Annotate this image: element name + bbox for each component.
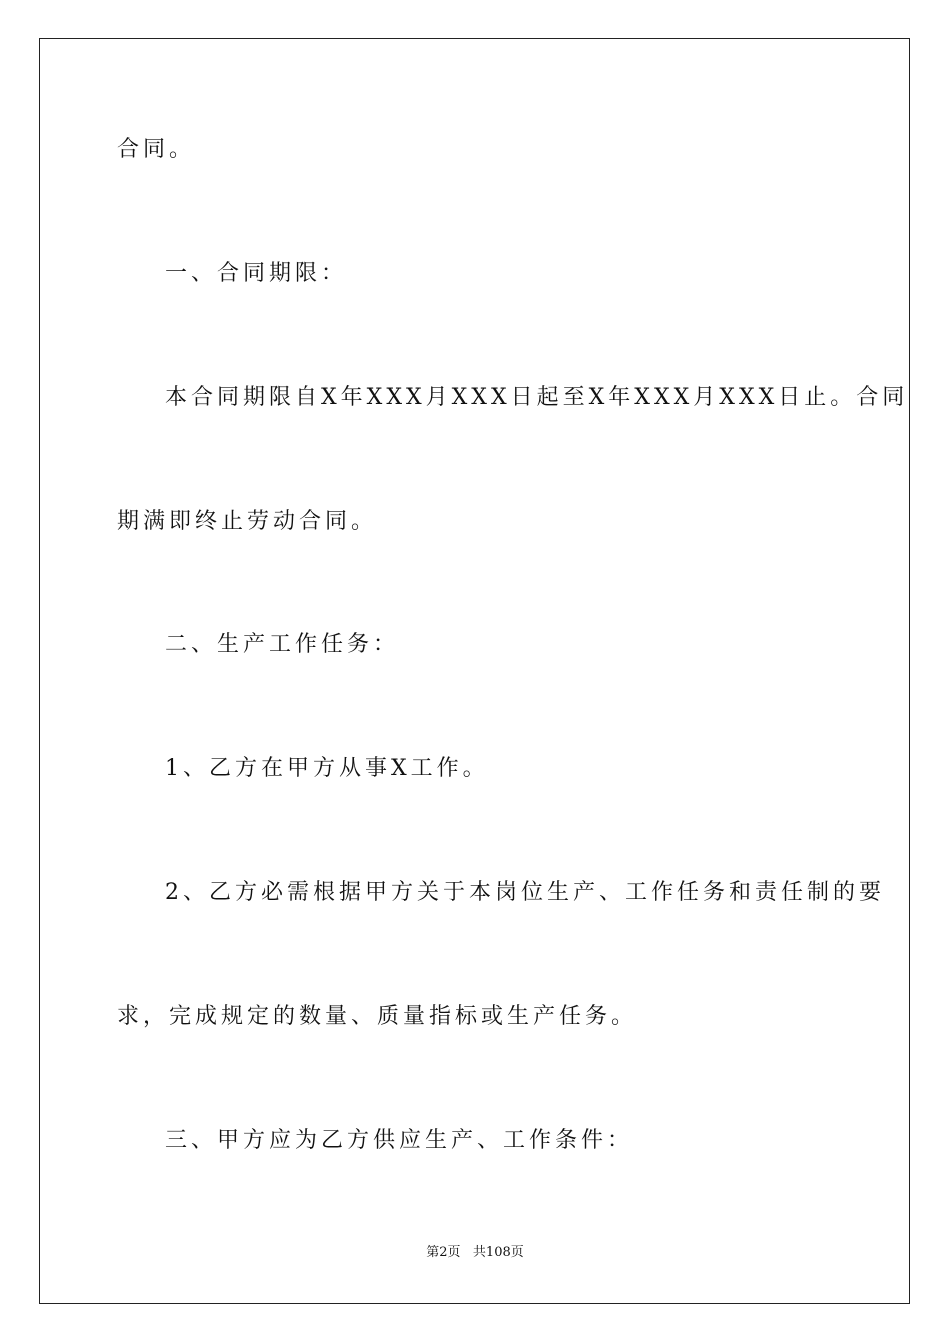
- section-heading: 一、合同期限：: [165, 261, 348, 286]
- section-heading: 二、生产工作任务：: [165, 632, 400, 657]
- list-item: 1、乙方在甲方从事X工作。: [165, 756, 489, 781]
- page-number: 第2页 共108页: [426, 1245, 524, 1260]
- paragraph-line: 期满即终止劳动合同。: [117, 509, 378, 534]
- page-frame: [39, 38, 910, 1304]
- list-item: 2、乙方必需根据甲方关于本岗位生产、工作任务和责任制的要: [165, 880, 885, 905]
- paragraph-line: 合同。: [117, 137, 196, 162]
- paragraph-line: 求，完成规定的数量、质量指标或生产任务。: [117, 1004, 638, 1029]
- paragraph-line: 本合同期限自X年XXX月XXX日起至X年XXX月XXX日止。合同: [165, 385, 909, 410]
- section-heading: 三、甲方应为乙方供应生产、工作条件：: [165, 1128, 634, 1153]
